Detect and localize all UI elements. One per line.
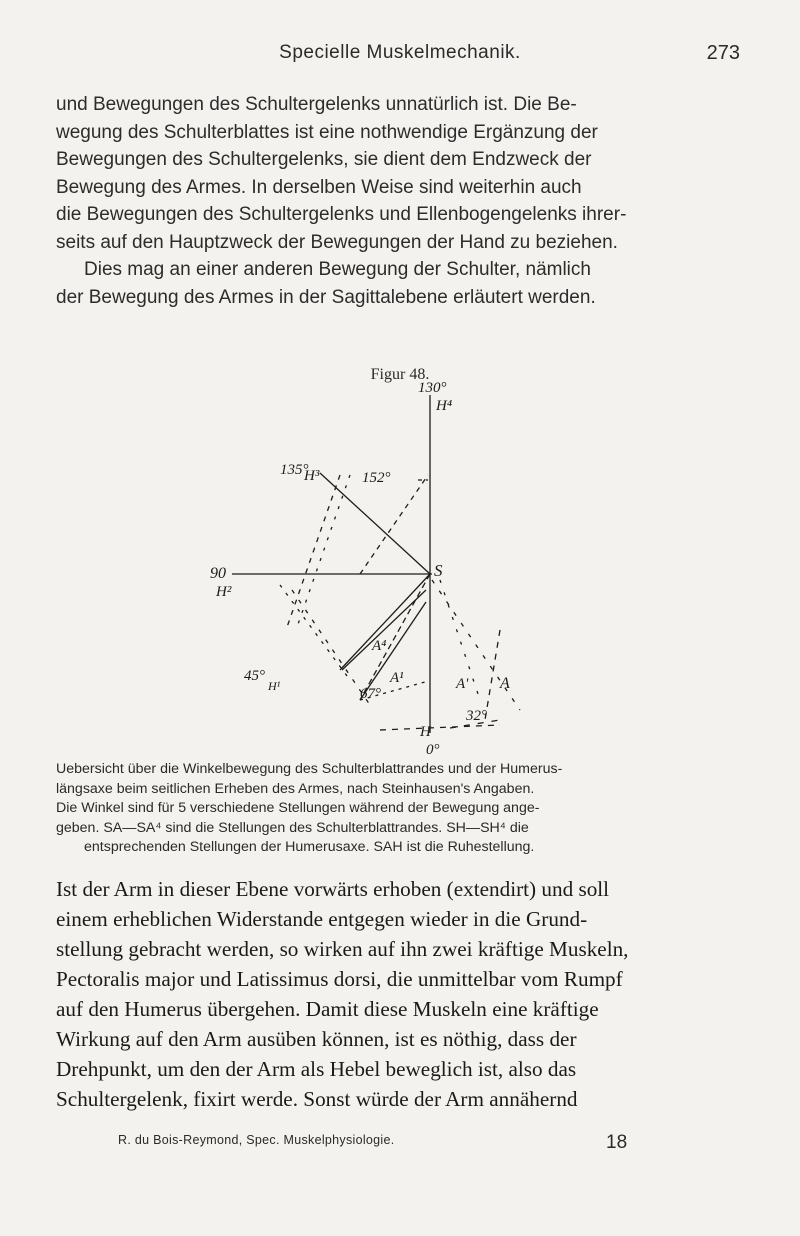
label-32: 32° (466, 708, 487, 724)
figure-label: Figur 48. (370, 366, 430, 383)
dashed-h3b (296, 475, 350, 630)
text-line: Dies mag an einer anderen Bewegung der Schulter, nämlich (84, 259, 591, 280)
label-h1: H¹ (268, 679, 281, 693)
dashed-h2 (280, 585, 350, 680)
text-line: der Bewegung des Armes in der Sagittalebene erläutert werden. (56, 286, 596, 308)
label-a4: A⁴ (372, 638, 387, 654)
text-line: Bewegungen des Schultergelenks, sie dient dem Endzweck der (56, 149, 592, 170)
caption-line: Die Winkel sind für 5 verschiedene Stellungen während der Bewegung ange- (56, 800, 540, 817)
dashed-bottom (380, 725, 500, 730)
label-h3: H³ (304, 468, 320, 484)
text-line: einem erheblichen Widerstande entgegen wieder in die Grund- (56, 907, 588, 931)
page-header (0, 42, 800, 72)
page-number: 273 (706, 42, 740, 64)
humerus-axis-h3 (320, 473, 430, 574)
text-line: stellung gebracht werden, so wirken auf ihn zwei kräftige Muskeln, (56, 937, 629, 961)
label-h4: H⁴ (436, 398, 453, 414)
label-67: 67° (360, 686, 381, 702)
label-130: 130° (418, 380, 447, 396)
label-152: 152° (362, 470, 391, 486)
signature-number: 18 (606, 1132, 628, 1153)
dashed-a-prime (485, 630, 500, 720)
text-line: Drehpunkt, um den der Arm als Hebel beweglich ist, also das (56, 1057, 577, 1081)
label-45: 45° (244, 668, 265, 684)
caption-line: längsaxe beim seitlichen Erheben des Armes, nach Steinhausen's Angaben. (56, 780, 535, 797)
text-line: Bewegung des Armes. In derselben Weise sind weiterhin auch (56, 176, 582, 198)
text-line: auf den Humerus übergehen. Damit diese Muskeln eine kräftige (56, 997, 599, 1021)
running-title: Specielle Muskelmechanik. (279, 42, 521, 63)
text-line: Wirkung auf den Arm ausüben können, ist es nöthig, dass der (56, 1027, 577, 1051)
label-a1: A¹ (390, 670, 404, 686)
text-line: Ist der Arm in dieser Ebene vorwärts erhoben (extendirt) und soll (56, 877, 610, 901)
label-90: 90 (210, 565, 226, 582)
label-h: H (420, 724, 431, 740)
dashed-152 (360, 475, 428, 574)
footer-source: R. du Bois-Reymond, Spec. Muskelphysiologie. (118, 1133, 395, 1147)
dashed-h3 (286, 475, 340, 630)
text-line: die Bewegungen des Schultergelenks und Ellenbogengelenks ihrer- (56, 204, 627, 225)
label-0: 0° (426, 742, 440, 758)
caption-line: geben. SA—SA⁴ sind die Stellungen des Schulterblattrandes. SH—SH⁴ die (56, 819, 529, 836)
dashed-h1 (292, 590, 370, 705)
text-line: und Bewegungen des Schultergelenks unnatürlich ist. Die Be- (56, 94, 577, 115)
intro-paragraph (56, 91, 746, 311)
figure-caption (56, 760, 748, 858)
text-line: Schultergelenk, fixirt werde. Sonst würde der Arm annähernd (56, 1087, 578, 1111)
text-line: seits auf den Hauptzweck der Bewegungen der Hand zu beziehen. (56, 231, 618, 253)
main-paragraph (56, 874, 746, 1114)
figure-diagram (200, 380, 600, 760)
label-a: A (500, 675, 510, 692)
label-a-prime: A' (456, 676, 469, 692)
text-line: Pectoralis major und Latissimus dorsi, die unmittelbar vom Rumpf (56, 967, 623, 991)
caption-line: entsprechenden Stellungen der Humerusaxe. SAH ist die Ruhestellung. (84, 839, 535, 856)
label-s: S (434, 561, 443, 580)
label-h2: H² (216, 584, 232, 600)
caption-line: Uebersicht über die Winkelbewegung des Schulterblattrandes und der Humerus- (56, 761, 563, 777)
label-135: 135° (280, 462, 309, 478)
text-line: wegung des Schulterblattes ist eine nothwendige Ergänzung der (56, 121, 598, 143)
